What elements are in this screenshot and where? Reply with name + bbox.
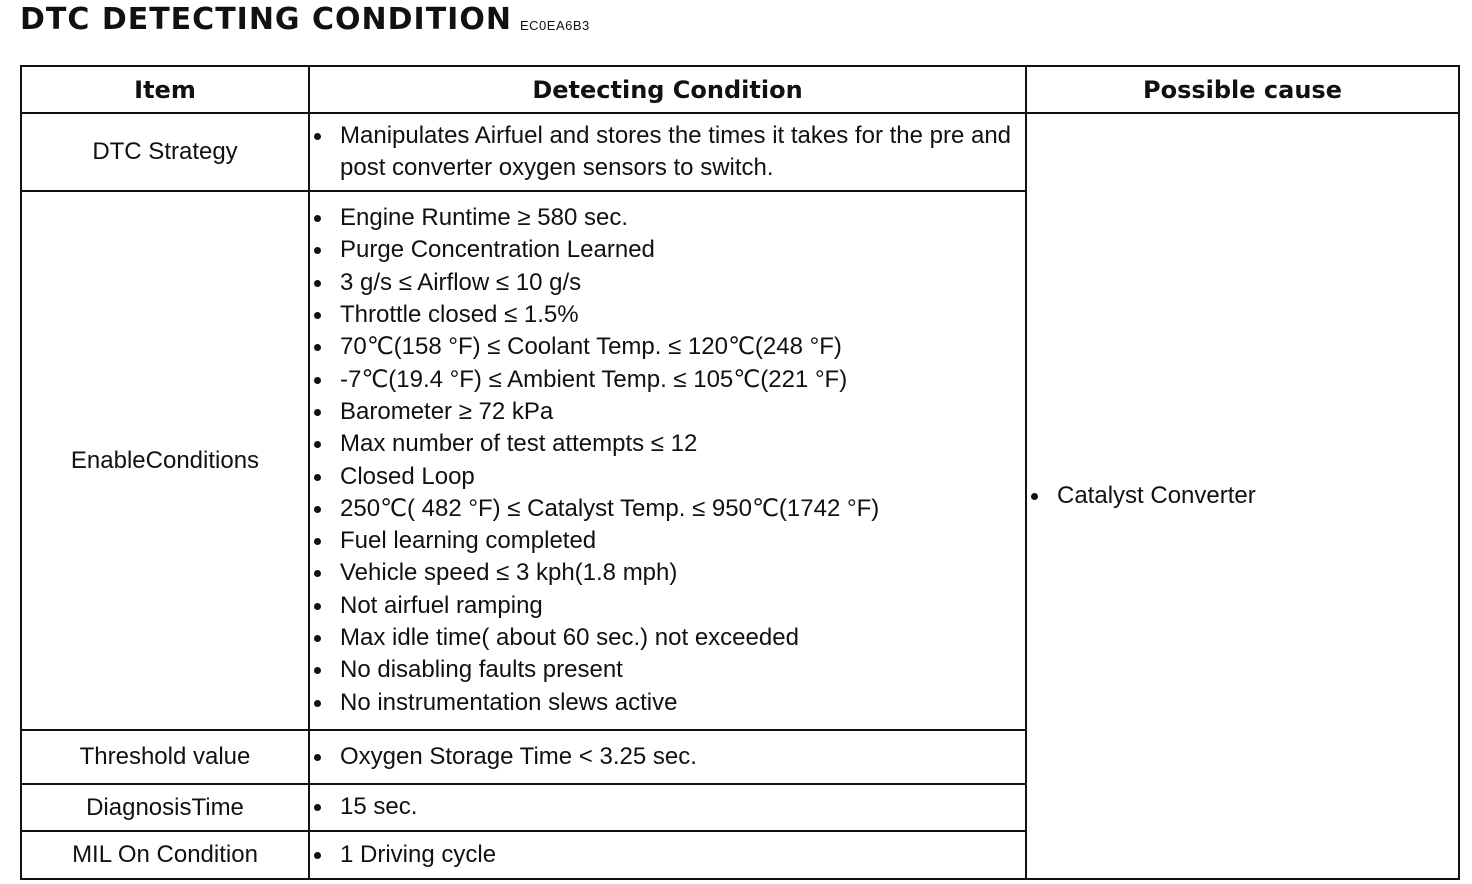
condition-item: Max idle time( about 60 sec.) not exceeded	[310, 622, 1025, 654]
condition-item: Purge Concentration Learned	[310, 234, 1025, 266]
condition-item: Max number of test attempts ≤ 12	[310, 428, 1025, 460]
conditions-dtc-strategy	[309, 113, 1026, 191]
condition-item: Not airfuel ramping	[310, 590, 1025, 622]
condition-item: 15 sec.	[310, 791, 1025, 823]
document-code: EC0EA6B3	[520, 18, 590, 33]
item-mil-on-condition: MIL On Condition	[21, 831, 309, 879]
dtc-condition-table	[20, 65, 1460, 880]
condition-item: Oxygen Storage Time < 3.25 sec.	[310, 741, 1025, 773]
header-detecting-condition: Detecting Condition	[309, 66, 1026, 113]
conditions-mil-on-condition	[309, 831, 1026, 879]
condition-item: Vehicle speed ≤ 3 kph(1.8 mph)	[310, 557, 1025, 589]
condition-item: No disabling faults present	[310, 654, 1025, 686]
header-possible-cause: Possible cause	[1026, 66, 1459, 113]
condition-item: 250℃( 482 °F) ≤ Catalyst Temp. ≤ 950℃(1742 °F)	[310, 493, 1025, 525]
condition-item: Throttle closed ≤ 1.5%	[310, 299, 1025, 331]
condition-item: Manipulates Airfuel and stores the times it takes for the pre and post converter oxygen sensors to switch.	[310, 120, 1025, 184]
page-title: DTC DETECTING CONDITION	[20, 2, 512, 37]
condition-item: -7℃(19.4 °F) ≤ Ambient Temp. ≤ 105℃(221 °F)	[310, 364, 1025, 396]
condition-item: 70℃(158 °F) ≤ Coolant Temp. ≤ 120℃(248 °F)	[310, 331, 1025, 363]
condition-item: Closed Loop	[310, 461, 1025, 493]
header-item: Item	[21, 66, 309, 113]
table-header-row	[21, 66, 1459, 113]
conditions-threshold-value	[309, 730, 1026, 784]
condition-item: Engine Runtime ≥ 580 sec.	[310, 202, 1025, 234]
item-threshold-value: Threshold value	[21, 730, 309, 784]
table-row-dtc-strategy	[21, 113, 1459, 191]
item-dtc-strategy: DTC Strategy	[21, 113, 309, 191]
item-diagnosis-time: DiagnosisTime	[21, 784, 309, 831]
condition-item: Barometer ≥ 72 kPa	[310, 396, 1025, 428]
condition-item: 1 Driving cycle	[310, 839, 1025, 871]
conditions-diagnosis-time	[309, 784, 1026, 831]
cause-item: Catalyst Converter	[1027, 480, 1458, 512]
condition-item: No instrumentation slews active	[310, 687, 1025, 719]
item-enable-conditions: EnableConditions	[21, 191, 309, 730]
conditions-enable-conditions	[309, 191, 1026, 730]
condition-item: Fuel learning completed	[310, 525, 1025, 557]
possible-cause-cell	[1026, 113, 1459, 879]
condition-item: 3 g/s ≤ Airflow ≤ 10 g/s	[310, 267, 1025, 299]
